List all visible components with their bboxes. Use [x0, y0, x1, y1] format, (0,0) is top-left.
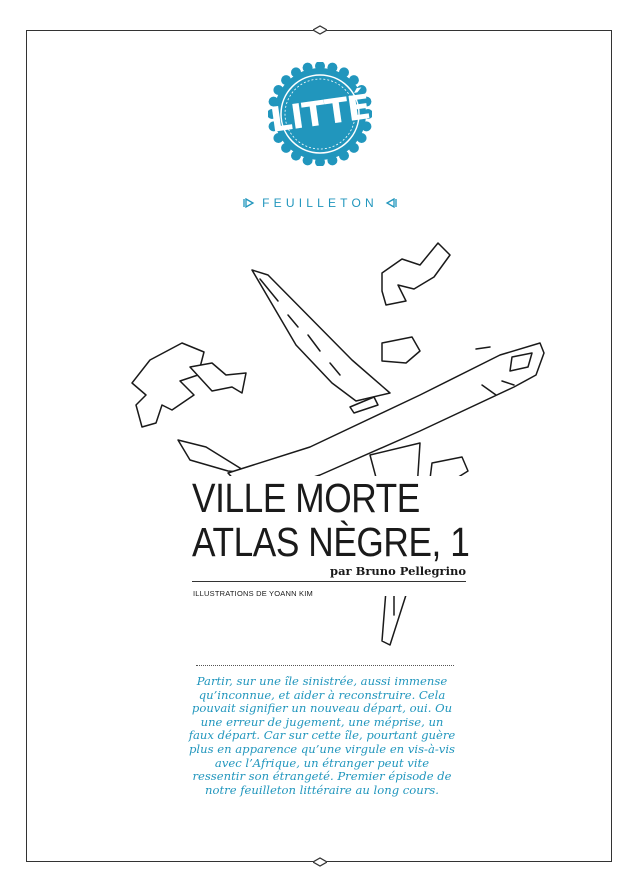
section-label-row	[0, 196, 640, 211]
article-author: par Bruno Pellegrino	[330, 564, 466, 578]
article-title-line-1[interactable]: VILLE MORTE	[192, 475, 420, 521]
airplane-illustration	[120, 235, 560, 660]
play-left-icon	[385, 197, 397, 211]
illustrations-credit: ILLUSTRATIONS DE YOANN KIM	[193, 589, 313, 598]
article-blurb: Partir, sur une île sinistrée, aussi immense qu’inconnue, et aider à reconstruire. Cela pouvait signifier un nouveau départ, oui. Ou une erreur de jugement, une méprise, un faux départ. Car sur cette île, pourtant guère plus en apparence qu’une virgule en vis-à-vis avec l’Afrique, un étranger peut vite ressentir son étrangeté. Premier épisode de notre feuilleton littéraire au long cours.	[188, 674, 456, 797]
bottom-notch-ornament	[313, 857, 327, 867]
badge-wordmark: LITTÉ	[267, 87, 373, 141]
top-notch-ornament	[313, 25, 327, 35]
section-label[interactable]: FEUILLETON	[262, 196, 378, 210]
litte-badge-logo[interactable]	[268, 62, 372, 166]
title-divider	[192, 581, 466, 582]
article-title-line-2[interactable]: ATLAS NÈGRE, 1	[192, 519, 470, 565]
play-right-icon	[243, 197, 255, 211]
dotted-divider	[196, 665, 454, 666]
